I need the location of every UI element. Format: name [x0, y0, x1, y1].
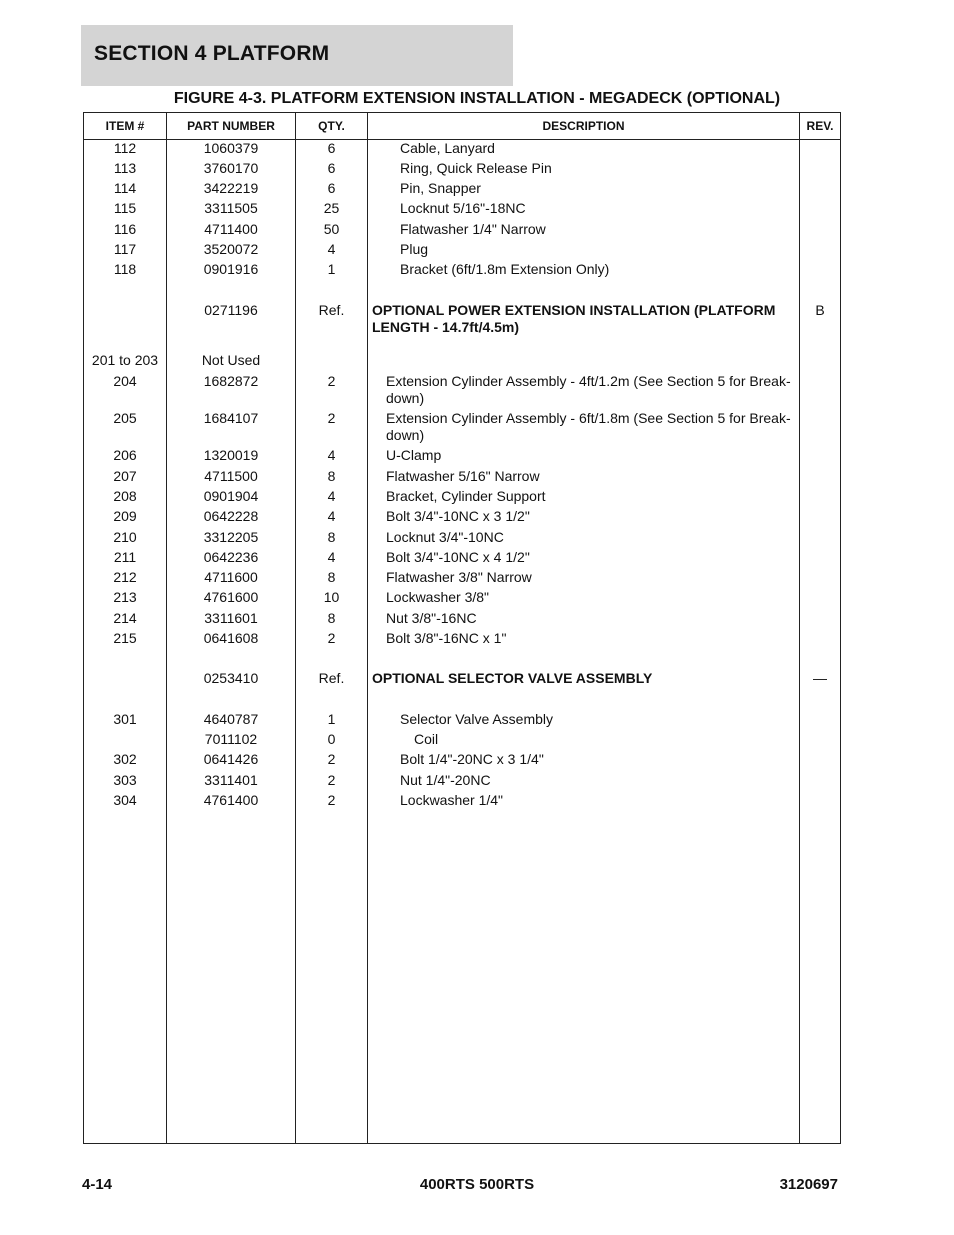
table-cell-item: 303 — [113, 772, 137, 788]
table-cell-description: Extension Cylinder Assembly - 4ft/1.2m (See Section 5 for Break-down) — [386, 373, 791, 406]
table-cell-description: Plug — [400, 241, 429, 257]
table-cell-qty: 50 — [323, 221, 340, 237]
table-cell-description: Bracket, Cylinder Support — [386, 488, 546, 504]
table-cell-description: Bolt 3/8"-16NC x 1" — [386, 630, 507, 646]
table-cell-part-number: Not Used — [201, 352, 261, 368]
table-cell-description: Pin, Snapper — [400, 180, 481, 196]
table-cell-description: OPTIONAL POWER EXTENSION INSTALLATION (PLATFORM LENGTH - 14.7ft/4.5m) — [372, 302, 776, 335]
table-cell-part-number: 3422219 — [203, 180, 259, 196]
table-cell-description: U-Clamp — [386, 447, 442, 463]
table-cell-part-number: 4711500 — [204, 468, 258, 484]
table-cell-item: 213 — [113, 589, 137, 605]
table-cell-item: 205 — [113, 410, 137, 426]
table-cell-part-number: 1682872 — [203, 373, 259, 389]
header-part-number: PART NUMBER — [187, 119, 275, 133]
table-cell-part-number: 3312205 — [203, 529, 259, 545]
table-cell-qty: 2 — [327, 630, 336, 646]
table-cell-item: 207 — [113, 468, 137, 484]
table-cell-qty: 1 — [327, 261, 336, 277]
table-cell-part-number: 3760170 — [203, 160, 259, 176]
header-description: DESCRIPTION — [542, 119, 625, 133]
table-cell-item: 204 — [113, 373, 137, 389]
table-cell-item: 114 — [113, 180, 137, 196]
column-divider — [367, 113, 368, 1143]
table-cell-qty: 2 — [327, 772, 336, 788]
table-cell-part-number: 4711400 — [204, 221, 258, 237]
table-cell-part-number: 4711600 — [204, 569, 258, 585]
table-cell-description: Flatwasher 3/8" Narrow — [386, 569, 532, 585]
table-cell-qty: 4 — [327, 241, 336, 257]
table-cell-part-number: 1320019 — [203, 447, 259, 463]
table-cell-qty: 8 — [327, 529, 336, 545]
table-cell-qty: 10 — [323, 589, 340, 605]
table-cell-item: 209 — [113, 508, 137, 524]
page-number: 4-14 — [82, 1176, 113, 1193]
table-cell-item: 304 — [113, 792, 137, 808]
table-cell-qty: 2 — [327, 751, 336, 767]
table-cell-description: Locknut 5/16"-18NC — [400, 200, 526, 216]
table-cell-qty: 4 — [327, 508, 336, 524]
table-cell-part-number: 1060379 — [203, 140, 259, 156]
table-cell-item: 115 — [113, 200, 137, 216]
table-cell-qty: 4 — [327, 447, 336, 463]
table-cell-part-number: 0253410 — [203, 670, 259, 686]
header-rev: REV. — [806, 119, 834, 133]
table-cell-description: Locknut 3/4"-10NC — [386, 529, 504, 545]
document-number: 3120697 — [779, 1176, 838, 1193]
table-cell-part-number: 3311505 — [204, 200, 258, 216]
table-cell-item: 212 — [113, 569, 137, 585]
table-cell-qty: 25 — [323, 200, 340, 216]
table-cell-part-number: 3520072 — [203, 241, 259, 257]
table-cell-item: 211 — [113, 549, 137, 565]
table-cell-part-number: 0641426 — [203, 751, 259, 767]
table-cell-description: Bolt 3/4"-10NC x 3 1/2" — [386, 508, 530, 524]
table-cell-qty: 2 — [327, 792, 336, 808]
table-cell-part-number: 0641608 — [203, 630, 259, 646]
table-cell-description: Extension Cylinder Assembly - 6ft/1.8m (See Section 5 for Break-down) — [386, 410, 791, 443]
parts-table — [83, 112, 841, 1144]
table-cell-qty: 2 — [327, 410, 336, 426]
table-cell-part-number: 0901904 — [203, 488, 259, 504]
table-cell-description: Lockwasher 3/8" — [386, 589, 490, 605]
table-cell-qty: 1 — [327, 711, 336, 727]
table-cell-description: Nut 1/4"-20NC — [400, 772, 491, 788]
table-cell-qty: 8 — [327, 569, 336, 585]
table-cell-part-number: 4761400 — [203, 792, 259, 808]
table-cell-description: Flatwasher 1/4" Narrow — [400, 221, 546, 237]
table-cell-description: Selector Valve Assembly — [400, 711, 554, 727]
section-header — [81, 25, 513, 86]
table-cell-item: 215 — [113, 630, 137, 646]
table-cell-item: 118 — [113, 261, 137, 277]
table-cell-part-number: 4761600 — [203, 589, 259, 605]
table-cell-item: 214 — [113, 610, 137, 626]
table-cell-description: Coil — [414, 731, 439, 747]
figure-title: FIGURE 4-3. PLATFORM EXTENSION INSTALLATION - MEGADECK (OPTIONAL) — [173, 90, 781, 107]
table-cell-qty: Ref. — [318, 302, 345, 318]
table-cell-qty: 2 — [327, 373, 336, 389]
table-cell-rev: B — [815, 302, 825, 318]
table-cell-item: 208 — [113, 488, 137, 504]
table-cell-part-number: 0642236 — [203, 549, 259, 565]
header-item: ITEM # — [105, 119, 145, 133]
table-cell-description: Lockwasher 1/4" — [400, 792, 504, 808]
table-cell-description: Ring, Quick Release Pin — [400, 160, 552, 176]
section-title: SECTION 4 PLATFORM — [94, 42, 330, 65]
table-cell-item: 302 — [113, 751, 137, 767]
table-cell-part-number: 3311401 — [204, 772, 258, 788]
table-cell-qty: 8 — [327, 610, 336, 626]
table-cell-part-number: 1684107 — [203, 410, 259, 426]
table-cell-qty: 6 — [327, 180, 336, 196]
table-cell-part-number: 0642228 — [203, 508, 259, 524]
table-cell-item: 113 — [113, 160, 137, 176]
table-cell-item: 112 — [113, 140, 137, 156]
table-cell-part-number: 4640787 — [203, 711, 259, 727]
table-cell-description: Bracket (6ft/1.8m Extension Only) — [400, 261, 610, 277]
table-cell-item: 301 — [113, 711, 137, 727]
table-cell-qty: 4 — [327, 488, 336, 504]
table-cell-description: Cable, Lanyard — [400, 140, 495, 156]
table-cell-description: Flatwasher 5/16" Narrow — [386, 468, 540, 484]
table-cell-qty: 8 — [327, 468, 336, 484]
header-qty: QTY. — [318, 119, 345, 133]
table-cell-item: 117 — [113, 241, 137, 257]
model-name: 400RTS 500RTS — [419, 1176, 535, 1193]
table-cell-item: 201 to 203 — [91, 352, 159, 368]
table-cell-part-number: 0901916 — [203, 261, 259, 277]
table-cell-description: Bolt 1/4"-20NC x 3 1/4" — [400, 751, 544, 767]
table-cell-qty: Ref. — [318, 670, 345, 686]
table-cell-description: Bolt 3/4"-10NC x 4 1/2" — [386, 549, 530, 565]
table-cell-qty: 6 — [327, 140, 336, 156]
table-cell-part-number: 3311601 — [204, 610, 258, 626]
table-cell-rev: — — [813, 670, 827, 686]
table-cell-qty: 0 — [327, 731, 336, 747]
table-cell-part-number: 7011102 — [204, 731, 258, 747]
table-cell-description: Nut 3/8"-16NC — [386, 610, 477, 626]
table-cell-qty: 6 — [327, 160, 336, 176]
table-cell-part-number: 0271196 — [204, 302, 258, 318]
table-cell-item: 210 — [113, 529, 137, 545]
table-cell-item: 116 — [113, 221, 137, 237]
table-cell-qty: 4 — [327, 549, 336, 565]
table-cell-item: 206 — [113, 447, 137, 463]
table-cell-description: OPTIONAL SELECTOR VALVE ASSEMBLY — [372, 670, 653, 686]
